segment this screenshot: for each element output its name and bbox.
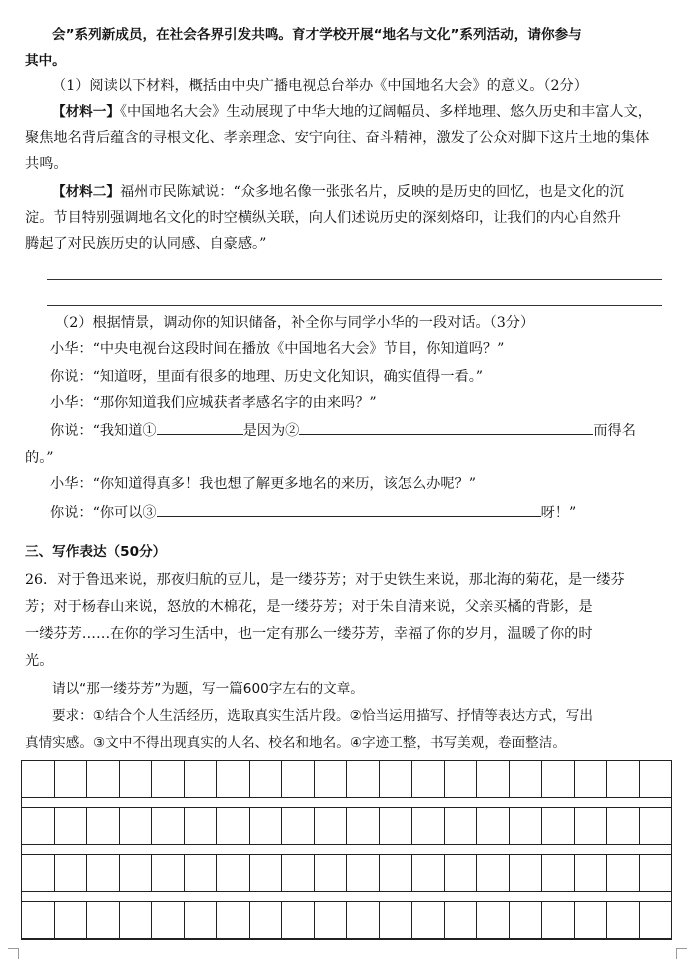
grid-row (22, 902, 671, 939)
grid-cell[interactable] (120, 902, 153, 938)
grid-cell[interactable] (412, 761, 445, 797)
grid-cell[interactable] (347, 855, 380, 891)
grid-cell[interactable] (250, 761, 283, 797)
grid-cell[interactable] (250, 808, 283, 844)
grid-cell[interactable] (55, 761, 88, 797)
grid-cell[interactable] (347, 761, 380, 797)
grid-cell[interactable] (282, 808, 315, 844)
q2-prompt: （2）根据情景，调动你的知识储备，补全你与同学小华的一段对话。（3分） (55, 315, 535, 331)
dialogue-3: 小华：“那你知道我们应城获者孝感名字的由来吗？” (50, 395, 377, 411)
grid-cell[interactable] (22, 808, 55, 844)
writing-task: 请以“那一缕芬芳”为题，写一篇600字左右的文章。 (52, 681, 364, 697)
grid-row-gap (22, 845, 671, 855)
crop-mark-bottom-right (676, 948, 687, 959)
dialogue-6 (50, 502, 576, 523)
grid-cell[interactable] (55, 808, 88, 844)
grid-cell[interactable] (250, 902, 283, 938)
grid-cell[interactable] (510, 808, 543, 844)
grid-cell[interactable] (282, 855, 315, 891)
blank-1[interactable] (157, 420, 243, 435)
grid-cell[interactable] (477, 902, 510, 938)
grid-cell[interactable] (510, 761, 543, 797)
grid-cell[interactable] (250, 855, 283, 891)
blank-3[interactable] (157, 502, 541, 517)
material1-label: 【材料一】 (52, 104, 120, 120)
grid-row-gap (22, 798, 671, 808)
grid-cell[interactable] (152, 808, 185, 844)
material1-first-line (52, 102, 652, 122)
grid-cell[interactable] (217, 761, 250, 797)
grid-cell[interactable] (477, 808, 510, 844)
grid-cell[interactable] (607, 808, 640, 844)
grid-cell[interactable] (607, 855, 640, 891)
grid-cell[interactable] (22, 761, 55, 797)
grid-cell[interactable] (152, 855, 185, 891)
grid-cell[interactable] (640, 902, 672, 938)
q26-line-2: 芳；对于杨春山来说，怒放的木棉花，是一缕芬芳；对于朱自清来说，父亲买橘的背影，是 (25, 599, 593, 615)
grid-cell[interactable] (87, 808, 120, 844)
requirements-line-2: 真情实感。③文中不得出现真实的人名、校名和地名。④字迹工整，书写美观，卷面整洁。 (25, 735, 566, 751)
grid-cell[interactable] (55, 855, 88, 891)
crop-mark-bottom-left (8, 948, 19, 959)
grid-cell[interactable] (22, 855, 55, 891)
q26-line-4: 光。 (25, 653, 54, 669)
dialogue-4-part-a: 你说：“我知道① (50, 423, 157, 439)
q26-line-1: 26．对于鲁迅来说，那夜归航的豆儿，是一缕芬芳；对于史铁生来说，那北海的菊花，是一缕芬 (25, 572, 625, 588)
answer-line-2[interactable] (47, 305, 662, 306)
grid-row (22, 855, 671, 892)
grid-cell[interactable] (315, 761, 348, 797)
grid-cell[interactable] (412, 902, 445, 938)
dialogue-6-part-b: 呀！” (540, 505, 577, 521)
grid-cell[interactable] (22, 902, 55, 938)
dialogue-4 (50, 420, 636, 441)
material1-text-3: 共鸣。 (25, 156, 68, 172)
material2-text-1: 福州市民陈斌说：“众多地名像一张张名片，反映的是历史的回忆，也是文化的沉 (119, 184, 624, 200)
grid-cell[interactable] (217, 808, 250, 844)
grid-cell[interactable] (282, 902, 315, 938)
material2-text-2: 淀。节目特别强调地名文化的时空横纵关联，向人们述说历史的深刻烙印，让我们的内心自然升 (25, 210, 621, 226)
answer-line-1[interactable] (47, 279, 662, 280)
grid-cell[interactable] (640, 808, 672, 844)
grid-cell[interactable] (412, 855, 445, 891)
material1-text-1: 《中国地名大会》生动展现了中华大地的辽阔幅员、多样地理、悠久历史和丰富人文， (119, 104, 652, 120)
q26-line-3: 一缕芬芳……在你的学习生活中，也一定有那么一缕芬芳，幸福了你的岁月，温暖了你的时 (25, 626, 593, 642)
grid-cell[interactable] (640, 855, 672, 891)
grid-cell[interactable] (575, 761, 608, 797)
grid-cell[interactable] (120, 808, 153, 844)
grid-cell[interactable] (87, 761, 120, 797)
grid-cell[interactable] (445, 902, 478, 938)
dialogue-4-part-b: 是因为② (242, 423, 300, 439)
grid-cell[interactable] (380, 761, 413, 797)
dialogue-6-part-a: 你说：“你可以③ (50, 505, 157, 521)
grid-cell[interactable] (282, 761, 315, 797)
grid-row (22, 808, 671, 845)
grid-cell[interactable] (510, 902, 543, 938)
material2-first-line (52, 182, 624, 202)
writing-grid[interactable] (21, 760, 672, 940)
grid-cell[interactable] (185, 761, 218, 797)
grid-cell[interactable] (445, 808, 478, 844)
material1-text-2: 聚焦地名背后蕴含的寻根文化、孝亲理念、安宁向往、奋斗精神，激发了公众对脚下这片土地的集体 (25, 130, 650, 146)
q1-prompt: （1）阅读以下材料，概括由中央广播电视总台举办《中国地名大会》的意义。（2分） (52, 78, 588, 94)
dialogue-4-part-c: 而得名 (593, 423, 636, 439)
dialogue-2: 你说：“知道呀，里面有很多的地理、历史文化知识，确实值得一看。” (50, 369, 484, 385)
grid-cell[interactable] (477, 761, 510, 797)
grid-cell[interactable] (445, 855, 478, 891)
grid-cell[interactable] (87, 902, 120, 938)
material2-text-3: 腾起了对民族历史的认同感、自豪感。” (25, 236, 267, 252)
grid-cell[interactable] (185, 808, 218, 844)
grid-cell[interactable] (575, 855, 608, 891)
section-3-heading: 三、写作表达（50分） (25, 544, 167, 560)
grid-cell[interactable] (120, 855, 153, 891)
blank-2[interactable] (299, 420, 593, 435)
grid-cell[interactable] (152, 761, 185, 797)
grid-cell[interactable] (217, 902, 250, 938)
material2-label: 【材料二】 (52, 184, 120, 200)
grid-cell[interactable] (380, 902, 413, 938)
grid-cell[interactable] (185, 855, 218, 891)
grid-cell[interactable] (640, 761, 672, 797)
grid-cell[interactable] (347, 808, 380, 844)
grid-cell[interactable] (315, 808, 348, 844)
intro-line-2: 其中。 (25, 53, 66, 69)
grid-row (22, 761, 671, 798)
grid-cell[interactable] (542, 902, 575, 938)
grid-cell[interactable] (315, 902, 348, 938)
grid-cell[interactable] (542, 808, 575, 844)
dialogue-4-part-d: 的。” (25, 450, 54, 466)
grid-cell[interactable] (185, 902, 218, 938)
grid-cell[interactable] (380, 855, 413, 891)
grid-cell[interactable] (120, 761, 153, 797)
grid-cell[interactable] (510, 855, 543, 891)
grid-cell[interactable] (575, 808, 608, 844)
grid-cell[interactable] (575, 902, 608, 938)
grid-cell[interactable] (217, 855, 250, 891)
dialogue-5: 小华：“你知道得真多！我也想了解更多地名的来历，该怎么办呢？” (50, 476, 476, 492)
grid-cell[interactable] (477, 855, 510, 891)
grid-cell[interactable] (607, 761, 640, 797)
grid-cell[interactable] (412, 808, 445, 844)
grid-cell[interactable] (607, 902, 640, 938)
grid-cell[interactable] (380, 808, 413, 844)
grid-cell[interactable] (542, 855, 575, 891)
grid-cell[interactable] (445, 761, 478, 797)
grid-cell[interactable] (87, 855, 120, 891)
grid-cell[interactable] (542, 761, 575, 797)
intro-line-1: 会”系列新成员，在社会各界引发共鸣。育才学校开展“地名与文化”系列活动，请你参与 (52, 27, 582, 43)
grid-cell[interactable] (315, 855, 348, 891)
grid-cell[interactable] (55, 902, 88, 938)
requirements-line-1: 要求：①结合个人生活经历，选取真实生活片段。②恰当运用描写、抒情等表达方式，写出 (52, 708, 593, 724)
grid-cell[interactable] (152, 902, 185, 938)
grid-row-gap (22, 892, 671, 902)
dialogue-1: 小华：“中央电视台这段时间在播放《中国地名大会》节目，你知道吗？” (50, 341, 505, 357)
grid-cell[interactable] (347, 902, 380, 938)
